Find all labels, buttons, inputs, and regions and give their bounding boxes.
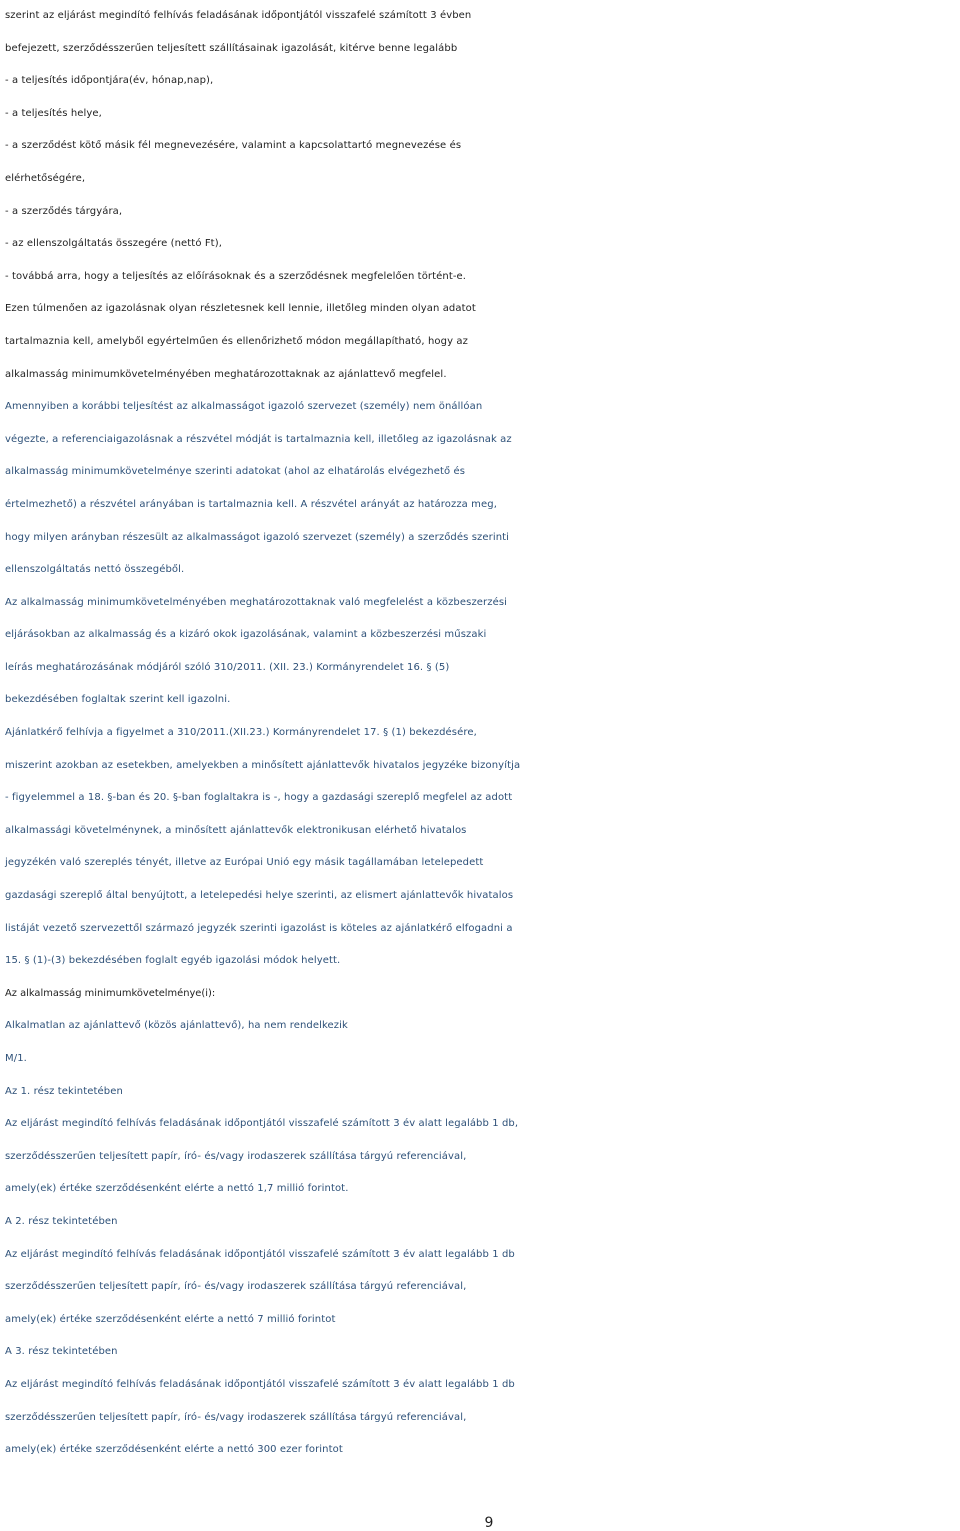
text-line: szerint az eljárást megindító felhívás feladásának időpontjától visszafelé számított 3 évben (5, 10, 472, 21)
text-line: Az 1. rész tekintetében (5, 1085, 123, 1097)
text-line: - figyelemmel a 18. §-ban és 20. §-ban foglaltakra is -, hogy a gazdasági szereplő megfelel az adott (5, 792, 513, 804)
text-line: - a szerződés tárgyára, (5, 205, 123, 217)
text-line: 15. § (1)-(3) bekezdésében foglalt egyéb igazolási módok helyett. (5, 955, 341, 967)
text-line: Az eljárást megindító felhívás feladásának időpontjától visszafelé számított 3 év alatt legalább 1 db (5, 1378, 515, 1390)
text-line: tartalmaznia kell, amelyből egyértelműen és ellenőrizhető módon megállapítható, hogy az (5, 335, 468, 347)
text-line: Amennyiben a korábbi teljesítést az alkalmasságot igazoló szervezet (személy) nem önállóan (5, 401, 483, 413)
text-line: befejezett, szerződésszerűen teljesített szállításainak igazolását, kitérve benne legalább (5, 42, 458, 54)
text-line: - továbbá arra, hogy a teljesítés az előírásoknak és a szerződésnek megfelelően történt-e. (5, 270, 467, 282)
section-heading: Az alkalmasság minimumkövetelménye(i): (5, 987, 216, 999)
text-line: - a teljesítés időpontjára(év, hónap,nap), (5, 75, 214, 87)
text-line: Az eljárást megindító felhívás feladásának időpontjától visszafelé számított 3 év alatt legalább 1 db (5, 1248, 515, 1260)
text-line: szerződésszerűen teljesített papír, író- és/vagy irodaszerek szállítása tárgyú referenciával, (5, 1411, 467, 1423)
text-line: - a szerződést kötő másik fél megnevezésére, valamint a kapcsolattartó megnevezése és (5, 140, 462, 152)
text-line: Alkalmatlan az ajánlattevő (közös ajánlattevő), ha nem rendelkezik (5, 1020, 348, 1032)
text-line: A 3. rész tekintetében (5, 1346, 118, 1358)
text-line: amely(ek) értéke szerződésenként elérte a nettó 7 millió forintot (5, 1313, 336, 1325)
text-line: szerződésszerűen teljesített papír, író- és/vagy irodaszerek szállítása tárgyú referenciával, (5, 1281, 467, 1293)
text-line: Ezen túlmenően az igazolásnak olyan részletesnek kell lennie, illetőleg minden olyan adatot (5, 303, 476, 315)
text-line: miszerint azokban az esetekben, amelyekben a minősített ajánlattevők hivatalos jegyzéke bizonyítja (5, 759, 521, 771)
text-line: Az eljárást megindító felhívás feladásának időpontjától visszafelé számított 3 év alatt legalább 1 db, (5, 1118, 519, 1130)
text-line: értelmezhető) a részvétel arányában is tartalmaznia kell. A részvétel arányát az határozza meg, (5, 498, 497, 510)
text-line: alkalmassági követelménynek, a minősített ajánlattevők elektronikusan elérhető hivatalos (5, 824, 467, 836)
text-line: elérhetőségére, (5, 172, 86, 184)
text-line: szerződésszerűen teljesített papír, író- és/vagy irodaszerek szállítása tárgyú referenciával, (5, 1150, 467, 1162)
text-line: M/1. (5, 1053, 27, 1064)
text-line: listáját vezető szervezettől származó jegyzék szerinti igazolást is köteles az ajánlatkérő elfogadni a (5, 922, 513, 934)
text-line: amely(ek) értéke szerződésenként elérte a nettó 300 ezer forintot (5, 1444, 343, 1456)
text-line: eljárásokban az alkalmasság és a kizáró okok igazolásának, valamint a közbeszerzési műszaki (5, 629, 487, 641)
text-line: hogy milyen arányban részesült az alkalmasságot igazoló szervezet (személy) a szerződés szerinti (5, 531, 510, 543)
page-number: 9 (484, 1515, 494, 1531)
text-line: amely(ek) értéke szerződésenként elérte a nettó 1,7 millió forintot. (5, 1183, 349, 1195)
text-line: ellenszolgáltatás nettó összegéből. (5, 564, 185, 576)
text-line: alkalmasság minimumkövetelményében meghatározottaknak az ajánlattevő megfelel. (5, 368, 447, 380)
document-body (5, 0, 957, 1467)
text-line: alkalmasság minimumkövetelménye szerinti adatokat (ahol az elhatárolás elvégezhető és (5, 466, 466, 478)
text-line: Ajánlatkérő felhívja a figyelmet a 310/2011.(XII.23.) Kormányrendelet 17. § (1) bekezdésére, (5, 727, 477, 739)
text-line: - az ellenszolgáltatás összegére (nettó Ft), (5, 238, 222, 250)
text-line: jegyzékén való szereplés tényét, illetve az Európai Unió egy másik tagállamában letelepedett (5, 857, 484, 869)
text-line: gazdasági szereplő által benyújtott, a letelepedési helye szerinti, az elismert ajánlattevők hivatalos (5, 890, 514, 902)
text-line: - a teljesítés helye, (5, 107, 102, 119)
text-line: bekezdésében foglaltak szerint kell igazolni. (5, 694, 231, 706)
text-line: A 2. rész tekintetében (5, 1215, 118, 1227)
text-line: végezte, a referenciaigazolásnak a részvétel módját is tartalmaznia kell, illetőleg az igazolásnak az (5, 433, 512, 445)
text-line: leírás meghatározásának módjáról szóló 310/2011. (XII. 23.) Kormányrendelet 16. § (5) (5, 661, 450, 673)
text-line: Az alkalmasság minimumkövetelményében meghatározottaknak való megfelelést a közbeszerzési (5, 596, 508, 608)
